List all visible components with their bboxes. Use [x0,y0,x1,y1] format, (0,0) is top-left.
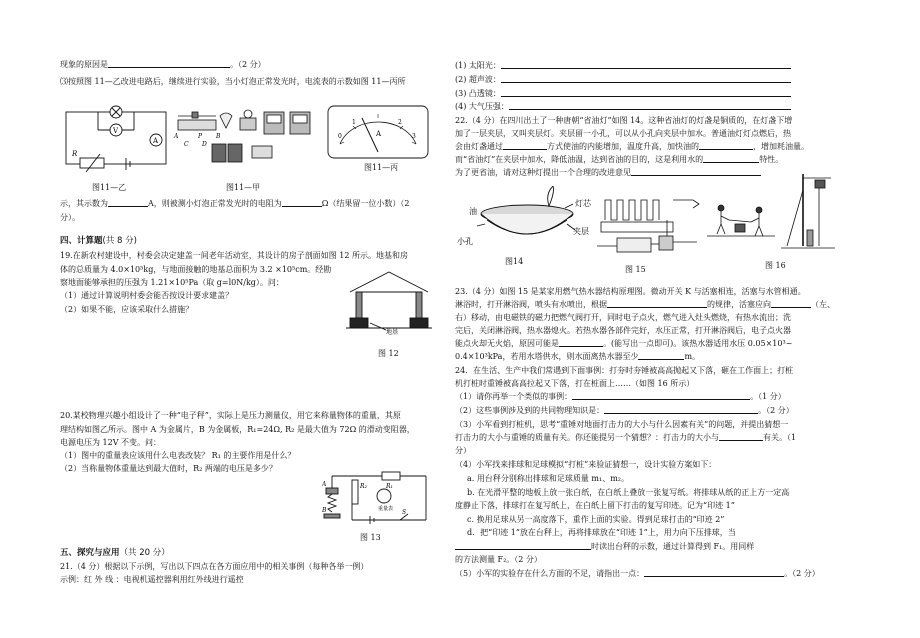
wick-label: 灯芯 [575,199,591,208]
text: 会由灯盏通过 [455,142,503,151]
figure-15-caption: 图 15 [625,265,646,274]
answer-blank[interactable] [501,88,791,97]
figure-16-pile-driving [707,170,835,254]
text-line: 分）。 [60,213,80,222]
figure-14-caption: 图14 [505,257,524,266]
board-label-a: A [174,133,179,140]
figure-11-jia-apparatus [172,106,318,170]
text-line: 加了一层夹层，又叫夹层灯。夹层留一小孔，可以从小孔向夹层中加水。普通油灯灯点燃后，热 [455,129,791,138]
text-line [455,88,791,100]
text: 现象的原因是 [60,60,108,69]
text-line: a. 用台秤分别称出排球和足球质量 m₁、m₂。 [467,474,629,483]
answer-blank[interactable] [644,568,784,577]
text: (共 8 分) [102,236,137,246]
answer-blank[interactable] [559,338,603,347]
answer-blank[interactable] [455,541,591,550]
text: 打击力的大小与重锤的质量有关。你还能提另一个猜想？：打击力的大小与 [455,433,719,442]
resistor-label-r1: R₁ [386,483,393,490]
figure-11-yi-circuit [60,100,172,180]
board-label-p: P [198,133,203,140]
meter-tick-3: 3 [412,133,416,140]
board-label-d: D [202,141,207,148]
text: 有关。（1 [763,433,797,442]
text-line: 的方法测量 F₂。（2 分） [455,555,542,564]
text-line [455,60,791,72]
figure-11-bing-ammeter [326,104,430,160]
text-line [455,541,754,553]
figure-11-jia-caption: 图11—甲 [226,183,261,192]
figure-15-water-heater [597,190,705,262]
text: 。（2 分） [784,569,820,578]
answer-blank[interactable] [282,198,322,207]
text-line [455,141,809,153]
board-label-c: C [184,141,189,148]
answer-blank[interactable] [607,299,707,308]
figure-11-bing-caption: 图11—丙 [364,163,399,172]
text-line [455,338,792,350]
text: 能点火却无火焰，原因可能是 [455,339,559,348]
answer-blank[interactable] [703,154,759,163]
text-line: d．把“印迹 1”放在台秤上，再将排球放在“印迹 1”上，用力向下压排球，当 [467,528,736,537]
text-line [455,432,796,444]
text-line [455,351,700,363]
plate-label-a: A [322,481,327,488]
text-line: 机打桩时重锤被高高拉起又下落，打在桩面上……（如图 16 所示） [455,379,695,388]
text-line [60,59,266,71]
text: 淋浴时，打开淋浴阀，喷头有水喷出，根据 [455,300,607,309]
text-line: 22.（4 分）在四川出土了一种唐朝“省油灯”如图 14。这种省油灯的灯盏是铜质的，在灯盏下增 [455,116,793,125]
text-line [455,101,791,113]
text-line: （2）当称量物体重量达到最大值时，R₂ 两端的电压是多少？ [60,464,277,473]
text-line: 分） [455,446,471,455]
meter-tick-0: 0 [338,133,342,140]
text-line: （1）通过计算说明村委会能否按设计要求建盖？ [60,291,234,300]
figure-14-oil-lamp [455,186,595,256]
text: (1) 太阳光： [455,61,501,70]
answer-blank[interactable] [108,198,148,207]
text-line [60,198,410,210]
text-line [455,391,786,403]
text: 而“省油灯”在夹层中加水，降低油温，达到省油的目的，这是利用水的 [455,155,704,164]
text: （5）小军的实验存在什么方面的不足，请指出一点： [455,569,645,578]
text-line: 19.在新农村建设中，村委会决定建盖一间老年活动室，其设计的房子剖面如图 12 所示。地基和房 [60,251,408,260]
text-line [455,568,820,580]
scale-meter-label: 重量表 [378,506,394,512]
answer-blank[interactable] [638,351,684,360]
text-line [455,299,835,311]
text: (3) 凸透镜： [455,89,501,98]
text: ，增加耗油量。 [753,142,809,151]
text-line: （4）小军找来排球和足球模拟“打桩”来验证猜想一，设计实验方案如下： [455,460,717,469]
figure-12-house [346,268,432,340]
text: Ω（结果留一位小数）（2 [321,199,410,208]
text-line: 电源电压为 12V 不变。问： [60,438,162,447]
text: 。（1 分） [750,392,786,401]
text: m。 [684,352,701,361]
answer-blank[interactable] [501,60,791,69]
answer-blank[interactable] [509,101,791,110]
text: 。(能写出一点即可)。该热水器适用水压 0.05×10³~ [603,339,793,348]
answer-blank[interactable] [699,141,753,150]
text-line: 理结构如图乙所示。图中 A 为金属片，B 为金属板，R₁=24Ω, R₂ 是最大值为 72Ω 的滑动变阻器， [60,425,415,434]
text-line: 示例：红 外 线 ：电视机遥控器利用红外线进行遥控 [60,575,244,584]
section-heading [60,236,137,248]
text: （左、 [811,300,835,309]
board-label-b: B [216,133,221,140]
answer-blank[interactable] [501,74,791,83]
figure-12-caption: 图 12 [378,349,399,358]
answer-blank[interactable] [719,432,763,441]
text: 五、探究与应用 [60,548,120,558]
text: （1）请你再举一个类似的事例： [455,392,573,401]
voltmeter-label: V [113,127,119,135]
text-line: 20.某校物理兴趣小组设计了一种“电子秤”，实际上是压力测量仪，用它来称量物体的重量，其原 [60,411,401,420]
section-heading [60,548,170,560]
answer-blank[interactable] [572,391,750,400]
text-line: （3）小军看到打桩机，思考“重锤对地面打击力的大小与什么因素有关”的问题，并提出猜想一 [455,420,789,429]
text-line: 完后，关闭淋浴阀，热水器熄火。若热水器各部件完好，水压正常，打开淋浴阀后，电子点火器 [455,326,791,335]
text-line: （2）如果不能，应该采取什么措施？ [60,305,194,314]
figure-13-caption: 图 13 [360,533,381,542]
text-line: 24．在生活、生产中我们常遇到下面事例：打夯时夯锤被高高抛起又下落，砸在工作面上；打桩 [455,366,794,375]
answer-blank[interactable] [771,299,811,308]
text-line: 23.（4 分）如图 15 是某家用燃气热水器结构原理图。微动开关 K 与活塞相连，活塞与水管相通。 [455,287,806,296]
text: (4) 大气压强： [455,102,509,111]
oil-label: 油 [469,207,477,216]
text: 的规律，活塞应向 [707,300,771,309]
text: A，则被测小灯泡正常发光时的电阻为 [148,199,282,208]
figure-16-caption: 图 16 [765,261,786,270]
layer-label: 夹层 [573,227,589,236]
text: (2) 超声波： [455,75,501,84]
figure-13-scale-circuit [322,470,436,528]
text: （共 20 分） [119,548,170,558]
text: 特性。 [759,155,784,164]
text-line [455,154,783,166]
meter-tick-2: 2 [398,119,402,126]
text-line: c. 换用足球从另一高度落下，重作上面的实验。得到足球打击的“印迹 2” [467,515,725,524]
foundation-label: 地基 [386,329,399,336]
text-line [455,74,791,86]
text: 。（2 分） [230,60,266,69]
meter-unit: A [376,130,382,138]
text-line: ⑶按照图 11—乙改进电路后，继续进行实验，当小灯泡正常发光时，电流表的示数如图 11—丙所 [60,77,406,86]
ammeter-label: A [153,137,159,145]
text-line: b. 在光滑平整的地板上放一张白纸，在白纸上叠放一张复写纸。将排球从纸的正上方一定高 [467,488,790,497]
switch-label-s: S [402,509,407,516]
resistor-label-r2: R₂ [360,483,367,490]
text: 时读出台秤的示数，通过计算得到 F₁。用同样 [591,542,755,551]
text: 四、计算题 [60,236,103,246]
text: 方式使油的内能增加，温度升高，加快油的 [547,142,699,151]
text-line: （1）图中的重量表应该用什么电表改装？ R₁ 的主要作用是什么？ [60,451,296,460]
text-line: 度静止下落，排球打在复写纸上，在白纸上留下打击的复写印迹。记为“印迹 1” [455,501,735,510]
text-line [455,405,794,417]
text: 。（2 分） [758,406,794,415]
text: 为了更省油，请对这种灯提出一个合理的改进意见 [455,168,631,177]
hole-label: 小孔 [457,237,473,246]
answer-blank[interactable] [503,141,547,150]
text: 0.4×10³kPa，若用水塔供水，则水面离热水器至少 [455,352,639,361]
text-line: 右）移动，由电磁铁的磁力把燃气阀打开，同时电子点火，燃气进入灶头燃烧，有热水流出；洗 [455,313,791,322]
meter-tick-1: 1 [352,119,356,126]
rheostat-label: R [72,150,78,158]
text: （2）这些事例涉及到的共同物理知识是： [455,406,605,415]
text-line: 察地面能够承担的压强为 1.21×10⁵Pa（取 g=l0N/kg）。问： [60,278,284,287]
answer-blank[interactable] [108,59,230,68]
figure-11-yi-caption: 图11—乙 [92,183,127,192]
plate-label-b: B [322,507,327,514]
answer-blank[interactable] [604,405,758,414]
text-line: 21.（4 分）根据以下示例，写出以下四点在各方面应用中的相关事例（每种各举一例） [60,562,369,571]
text: 示，其示数为 [60,199,108,208]
text-line: 体的总质量为 4.0×10⁵kg，与地面接触的地基总面积为 3.2 ×10⁵cm。经勘 [60,265,332,274]
